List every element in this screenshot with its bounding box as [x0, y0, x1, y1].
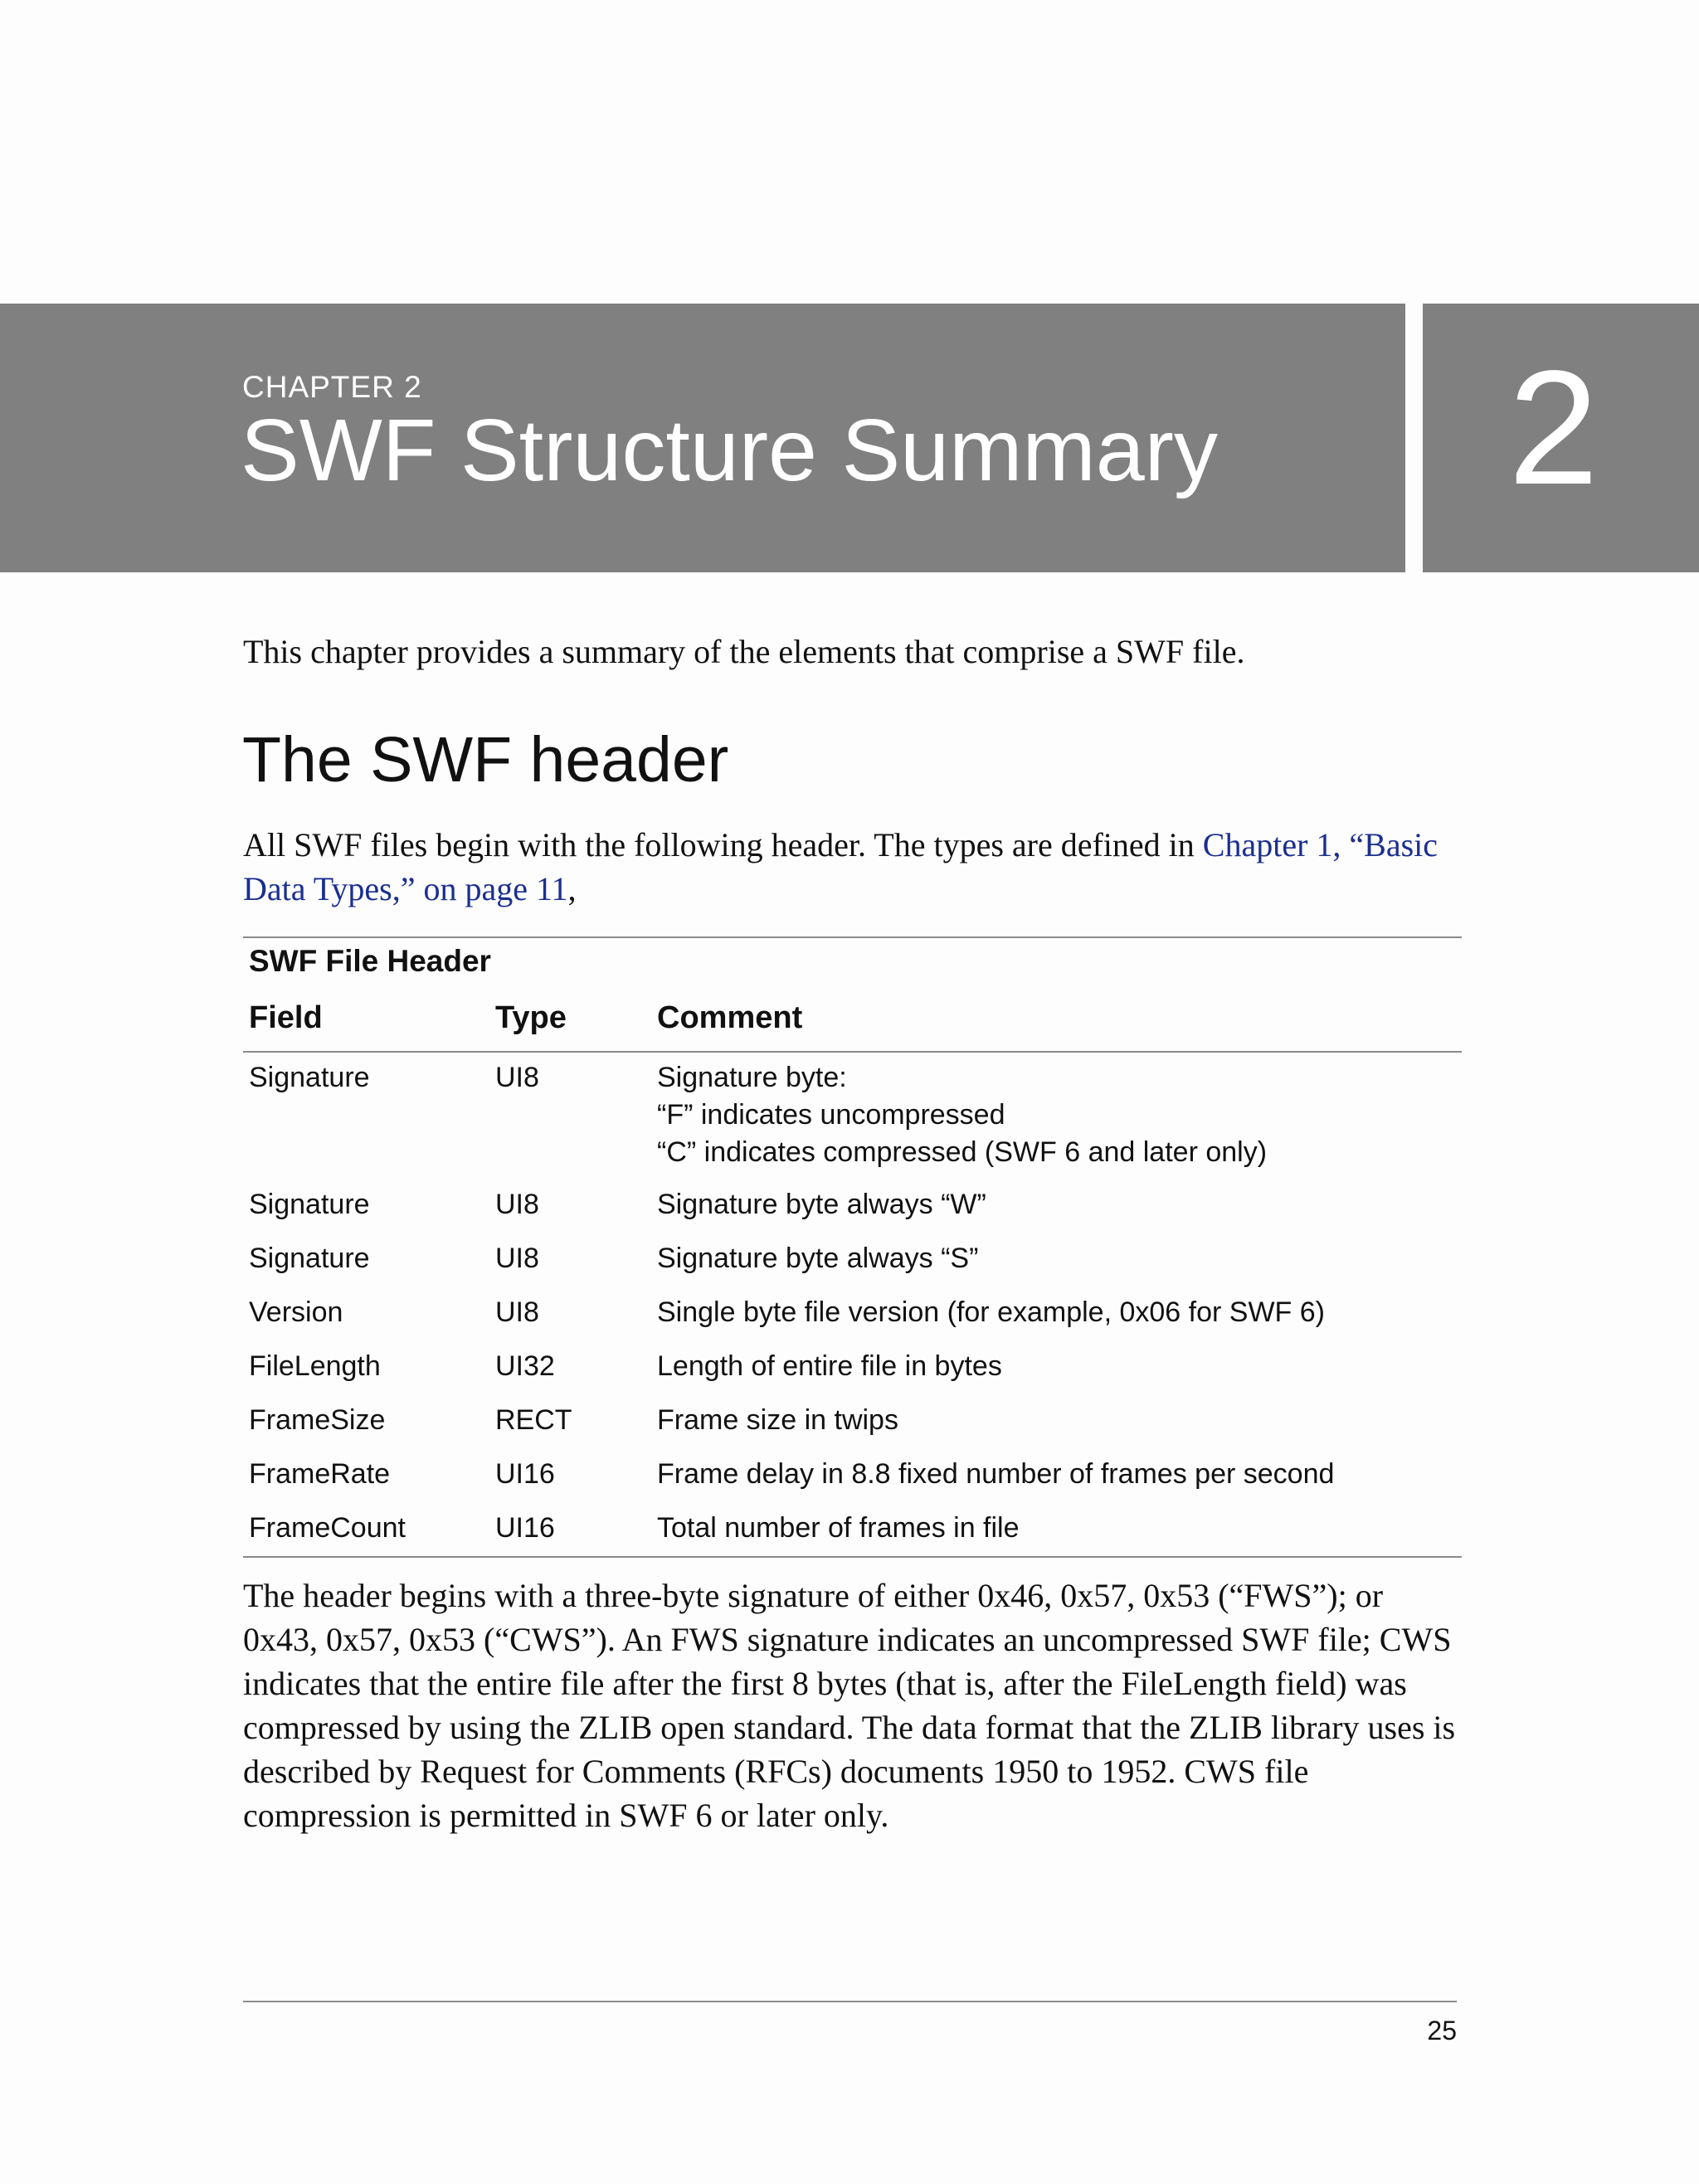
table-cell-field: Signature	[249, 1062, 370, 1093]
table-cell-comment: Signature byte:	[657, 1062, 847, 1093]
column-header-comment: Comment	[657, 1000, 803, 1035]
table-cell-field: FrameRate	[249, 1458, 391, 1490]
table-bottom-rule	[243, 1556, 1462, 1558]
chapter-number: 2	[1508, 337, 1599, 518]
table-cell-comment: Signature byte always “S”	[657, 1243, 979, 1274]
table-cell-field: Signature	[249, 1189, 370, 1220]
table-cell-field: FrameCount	[249, 1512, 406, 1544]
footer-rule	[243, 2001, 1457, 2002]
table-cell-comment: Length of entire file in bytes	[657, 1350, 1002, 1382]
intro-paragraph: This chapter provides a summary of the elements that comprise a SWF file.	[243, 633, 1245, 670]
table-cell-type: UI8	[495, 1243, 539, 1274]
table-cell-field: Signature	[249, 1243, 370, 1274]
table-cell-type: UI32	[495, 1350, 555, 1382]
table-cell-field: Version	[249, 1296, 343, 1328]
table-cell-type: UI16	[495, 1512, 555, 1544]
chapter-label: CHAPTER 2	[242, 370, 422, 404]
table-cell-type: UI8	[495, 1189, 539, 1220]
table-cell-comment: Total number of frames in file	[657, 1512, 1020, 1544]
table-cell-field: FrameSize	[249, 1404, 386, 1436]
table-cell-comment: Frame delay in 8.8 fixed number of frames per second	[657, 1458, 1335, 1490]
column-header-field: Field	[249, 1000, 323, 1035]
table-cell-comment: “C” indicates compressed (SWF 6 and later only)	[657, 1136, 1268, 1168]
table-cell-type: UI8	[495, 1296, 539, 1328]
section-paragraph	[243, 823, 1463, 911]
chapter-1-link[interactable]: Chapter 1, “Basic Data Types,” on page 11	[243, 826, 1439, 907]
section-heading: The SWF header	[242, 724, 729, 795]
table-cell-field: FileLength	[249, 1350, 381, 1382]
section-paragraph-end: ,	[567, 870, 577, 907]
table-cell-comment: Frame size in twips	[657, 1404, 898, 1436]
header-description-paragraph: The header begins with a three-byte signature of either 0x46, 0x57, 0x53 (“FWS”); or 0x43, 0x57, 0x53 (“CWS”). An FWS signature indicates an uncompressed SWF file; CWS indicates that the entire file after the first 8 bytes (that is, after the FileLength field) was compressed by using the ZLIB open standard. The data format that the ZLIB library uses is described by Request for Comments (RFCs) documents 1950 to 1952. CWS file compression is permitted in SWF 6 or later only.	[243, 1577, 1456, 1834]
table-cell-comment: “F” indicates uncompressed	[657, 1099, 1005, 1131]
table-cell-type: UI8	[495, 1062, 539, 1093]
table-cell-type: RECT	[495, 1404, 572, 1436]
table-cell-comment: Signature byte always “W”	[657, 1189, 986, 1220]
column-header-type: Type	[495, 1000, 567, 1035]
section-paragraph-text: All SWF files begin with the following header. The types are defined in	[243, 826, 1203, 863]
table-cell-type: UI16	[495, 1458, 555, 1490]
table-top-rule	[243, 936, 1462, 938]
table-caption: SWF File Header	[249, 944, 491, 978]
table-cell-comment: Single byte file version (for example, 0x06 for SWF 6)	[657, 1296, 1325, 1328]
chapter-title: SWF Structure Summary	[241, 401, 1218, 499]
page-number: 25	[1427, 2016, 1457, 2045]
table-header-rule	[243, 1051, 1462, 1053]
